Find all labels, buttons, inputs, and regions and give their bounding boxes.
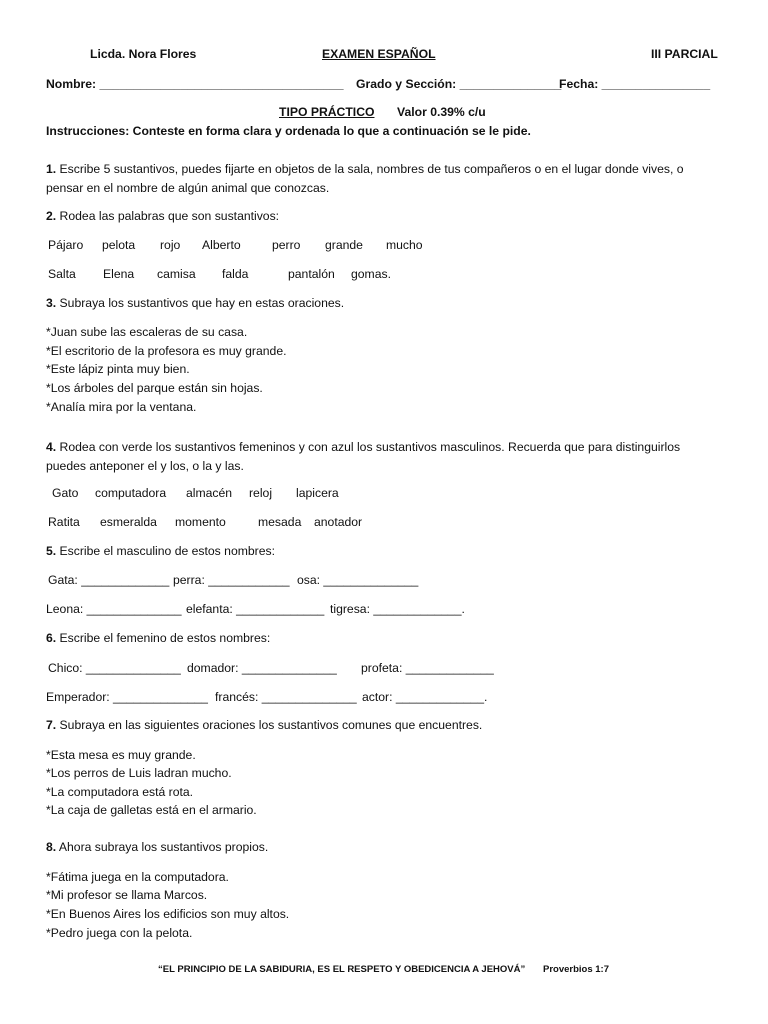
fill-item: tigresa: _____________. <box>330 602 465 616</box>
word: grande <box>325 238 363 252</box>
question-text: Subraya los sustantivos que hay en estas oraciones. <box>56 296 345 310</box>
question-3 <box>46 296 344 311</box>
word: perro <box>272 238 301 252</box>
word: gomas. <box>351 267 391 281</box>
question-8 <box>46 840 268 855</box>
question-number: 5. <box>46 544 57 558</box>
question-2 <box>46 209 279 224</box>
word-row <box>0 238 768 256</box>
name-field: Nombre: ____________________________________ <box>46 77 344 91</box>
word: lapicera <box>296 486 339 500</box>
fill-item: Chico: ______________ <box>48 661 181 675</box>
word: momento <box>175 515 226 529</box>
exam-period: III PARCIAL <box>651 47 718 61</box>
fill-item: Leona: ______________ <box>46 602 182 616</box>
question-text: Ahora subraya los sustantivos propios. <box>56 840 269 854</box>
question-text: Rodea las palabras que son sustantivos: <box>56 209 280 223</box>
word: pelota <box>102 238 136 252</box>
fill-item: domador: ______________ <box>187 661 337 675</box>
question-number: 3. <box>46 296 57 310</box>
date-field: Fecha: ________________ <box>559 77 711 91</box>
fill-item: francés: ______________ <box>215 690 357 704</box>
word: computadora <box>95 486 167 500</box>
teacher-name: Licda. Nora Flores <box>90 47 197 61</box>
fill-item: osa: ______________ <box>297 573 419 587</box>
sentence: *La caja de galletas está en el armario. <box>46 803 257 817</box>
question-number: 2. <box>46 209 57 223</box>
question-number: 7. <box>46 718 57 732</box>
word: Gato <box>52 486 79 500</box>
fill-item: perra: ____________ <box>173 573 290 587</box>
word: camisa <box>157 267 196 281</box>
sentence: *Esta mesa es muy grande. <box>46 748 196 762</box>
question-text: Escribe 5 sustantivos, puedes fijarte en objetos de la sala, nombres de tus compañeros o en el lugar donde vives, o pensar en el nombre de algún animal que conozcas. <box>46 162 684 195</box>
word: almacén <box>186 486 233 500</box>
word-row <box>0 515 768 533</box>
word: esmeralda <box>100 515 157 529</box>
word-row <box>0 486 768 504</box>
sentence: *Los perros de Luis ladran mucho. <box>46 766 232 780</box>
word: Alberto <box>202 238 241 252</box>
footer-quote: “EL PRINCIPIO DE LA SABIDURIA, ES EL RESPETO Y OBEDICENCIA A JEHOVÁ” <box>158 964 526 975</box>
question-5 <box>46 544 275 559</box>
sentence: *En Buenos Aires los edificios son muy altos. <box>46 907 290 921</box>
question-text: Rodea con verde los sustantivos femeninos y con azul los sustantivos masculinos. Recuerda que para distinguirlos puedes anteponer el y los, o la y las. <box>46 440 681 473</box>
word: anotador <box>314 515 363 529</box>
question-number: 6. <box>46 631 57 645</box>
word: Salta <box>48 267 76 281</box>
exam-type: TIPO PRÁCTICO <box>279 105 375 119</box>
sentence: *Fátima juega en la computadora. <box>46 870 229 884</box>
fill-row <box>0 602 768 620</box>
question-text: Escribe el femenino de estos nombres: <box>56 631 271 645</box>
word: Pájaro <box>48 238 84 252</box>
question-7 <box>46 718 482 733</box>
word: rojo <box>160 238 181 252</box>
sentence: *El escritorio de la profesora es muy grande. <box>46 344 287 358</box>
instructions: Instrucciones: Conteste en forma clara y ordenada lo que a continuación se le pide. <box>46 124 531 138</box>
fill-row <box>0 690 768 708</box>
sentence: *Pedro juega con la pelota. <box>46 926 193 940</box>
fill-item: Gata: _____________ <box>48 573 170 587</box>
word-row <box>0 267 768 285</box>
fill-item: actor: _____________. <box>362 690 488 704</box>
word: reloj <box>249 486 273 500</box>
sentence: *Mi profesor se llama Marcos. <box>46 888 208 902</box>
word: Elena <box>103 267 135 281</box>
question-number: 4. <box>46 440 57 454</box>
fill-item: elefanta: _____________ <box>186 602 325 616</box>
exam-title: EXAMEN ESPAÑOL <box>322 47 436 61</box>
exam-value: Valor 0.39% c/u <box>397 105 486 119</box>
sentence: *Analía mira por la ventana. <box>46 400 197 414</box>
question-number: 8. <box>46 840 57 854</box>
sentence: *La computadora está rota. <box>46 785 194 799</box>
sentence: *Juan sube las escaleras de su casa. <box>46 325 248 339</box>
grade-field: Grado y Sección: _______________ <box>356 77 562 91</box>
word: mucho <box>386 238 423 252</box>
fill-row <box>0 573 768 591</box>
question-1 <box>46 160 722 198</box>
word: Ratita <box>48 515 80 529</box>
fill-item: profeta: _____________ <box>361 661 494 675</box>
question-4 <box>46 438 722 476</box>
word: pantalón <box>288 267 335 281</box>
question-number: 1. <box>46 162 57 176</box>
fill-row <box>0 661 768 679</box>
sentence: *Los árboles del parque están sin hojas. <box>46 381 263 395</box>
question-text: Subraya en las siguientes oraciones los sustantivos comunes que encuentres. <box>56 718 483 732</box>
word: mesada <box>258 515 302 529</box>
question-text: Escribe el masculino de estos nombres: <box>56 544 275 558</box>
question-6 <box>46 631 270 646</box>
sentence: *Este lápiz pinta muy bien. <box>46 362 190 376</box>
fill-item: Emperador: ______________ <box>46 690 208 704</box>
word: falda <box>222 267 249 281</box>
footer-reference: Proverbios 1:7 <box>543 964 609 975</box>
